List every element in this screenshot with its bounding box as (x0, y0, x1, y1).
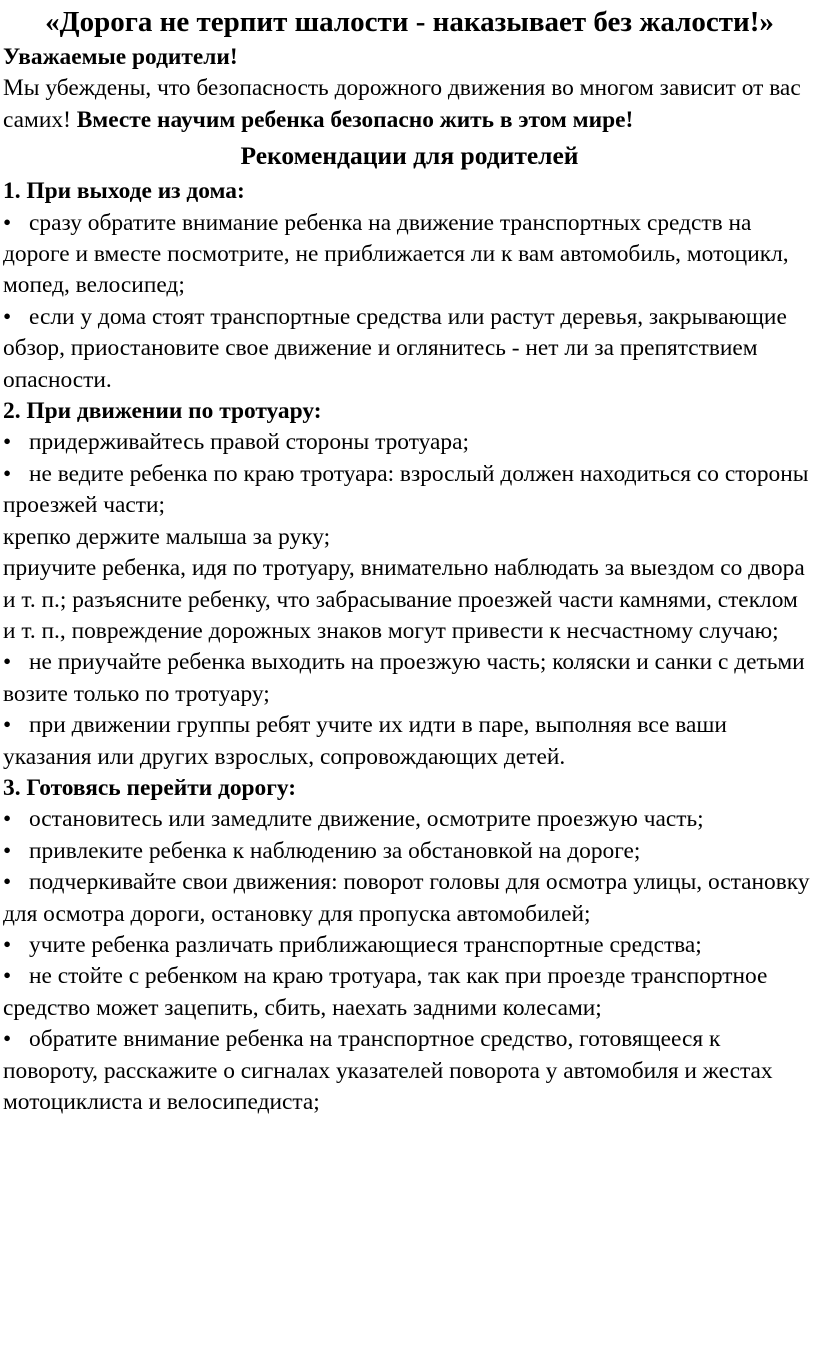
list-item-text: учите ребенка различать приближающиеся транспортные средства; (29, 931, 702, 958)
section-heading: 1. При выходе из дома: (3, 178, 245, 205)
bullet-icon: • (3, 806, 12, 833)
list-item (3, 836, 816, 867)
document-page (0, 2, 816, 1355)
list-item (3, 302, 816, 396)
list-item-text: при движении группы ребят учите их идти в паре, выполняя все ваши указания или других взрослых, сопровождающих детей. (3, 712, 727, 770)
list-item (3, 710, 816, 773)
intro-emphasis: Вместе научим ребенка безопасно жить в этом мире! (76, 106, 634, 133)
list-item-text: не ведите ребенка по краю тротуара: взрослый должен находиться со стороны проезжей части; (3, 460, 809, 519)
bullet-icon: • (3, 460, 12, 487)
list-item-text: подчеркивайте свои движения: поворот головы для осмотра улицы, остановку для осмотра дороги, остановку для пропуска автомобилей; (3, 869, 810, 927)
bullet-icon: • (3, 931, 12, 958)
list-item (3, 647, 816, 710)
list-item (3, 1024, 816, 1118)
list-item-text: если у дома стоят транспортные средства или растут деревья, закрывающие обзор, приостановите свое движение и оглянитесь - нет ли за препятствием опасности. (3, 303, 787, 393)
section-heading: 3. Готовясь перейти дорогу: (3, 774, 297, 801)
bullet-icon: • (3, 1026, 12, 1053)
recommendations-heading: Рекомендации для родителей (240, 141, 579, 171)
bullet-icon: • (3, 209, 12, 236)
document-title: «Дорога не терпит шалости - наказывает без жалости!» (45, 6, 774, 38)
list-item-text: приучите ребенка, идя по тротуару, внимательно наблюдать за выездом со двора и т. п.; разъясните ребенку, что забрасывание проезжей части камнями, стеклом и т. п., повреждение дорожных знаков могут привести к несчастному случаю; (3, 555, 805, 644)
bullet-icon: • (3, 429, 12, 456)
list-item (3, 427, 816, 458)
list-item (3, 208, 816, 302)
greeting: Уважаемые родители! (3, 44, 238, 70)
list-item-text: остановитесь или замедлите движение, осмотрите проезжую часть; (29, 806, 704, 833)
list-item (3, 804, 816, 835)
list-item-text: не стойте с ребенком на краю тротуара, так как при проезде транспортное средство может зацепить, сбить, наехать задними колесами; (3, 963, 768, 1021)
intro-text: Мы убеждены, что безопасность дорожного движения во многом зависит от вас самих! (3, 75, 801, 133)
bullet-icon: • (3, 649, 12, 676)
list-item-text: не приучайте ребенка выходить на проезжую часть; коляски и санки с детьми возите только по тротуару; (3, 649, 805, 707)
list-item-text: сразу обратите внимание ребенка на движение транспортных средств на дороге и вместе посмотрите, не приближается ли к вам автомобиль, мотоцикл, мопед, велосипед; (3, 209, 789, 299)
bullet-icon: • (3, 837, 12, 864)
list-item (3, 553, 816, 647)
bullet-icon: • (3, 712, 12, 739)
recommendations-list (3, 176, 816, 1118)
list-item-text: обратите внимание ребенка на транспортное средство, готовящееся к повороту, расскажите о сигналах указателей поворота у автомобиля и жестах мотоциклиста и велосипедиста; (3, 1026, 773, 1115)
list-item-text: крепко держите малыша за руку; (3, 523, 331, 550)
list-item-text: придерживайтесь правой стороны тротуара; (29, 429, 469, 456)
list-item (3, 930, 816, 961)
bullet-icon: • (3, 869, 12, 896)
list-item (3, 522, 816, 553)
list-item-text: привлеките ребенка к наблюдению за обстановкой на дороге; (29, 837, 641, 864)
bullet-icon: • (3, 303, 12, 330)
section-heading: 2. При движении по тротуару: (3, 398, 322, 425)
bullet-icon: • (3, 963, 12, 990)
list-item (3, 961, 816, 1024)
list-item (3, 867, 816, 930)
list-item (3, 459, 816, 522)
intro-paragraph (3, 73, 816, 136)
